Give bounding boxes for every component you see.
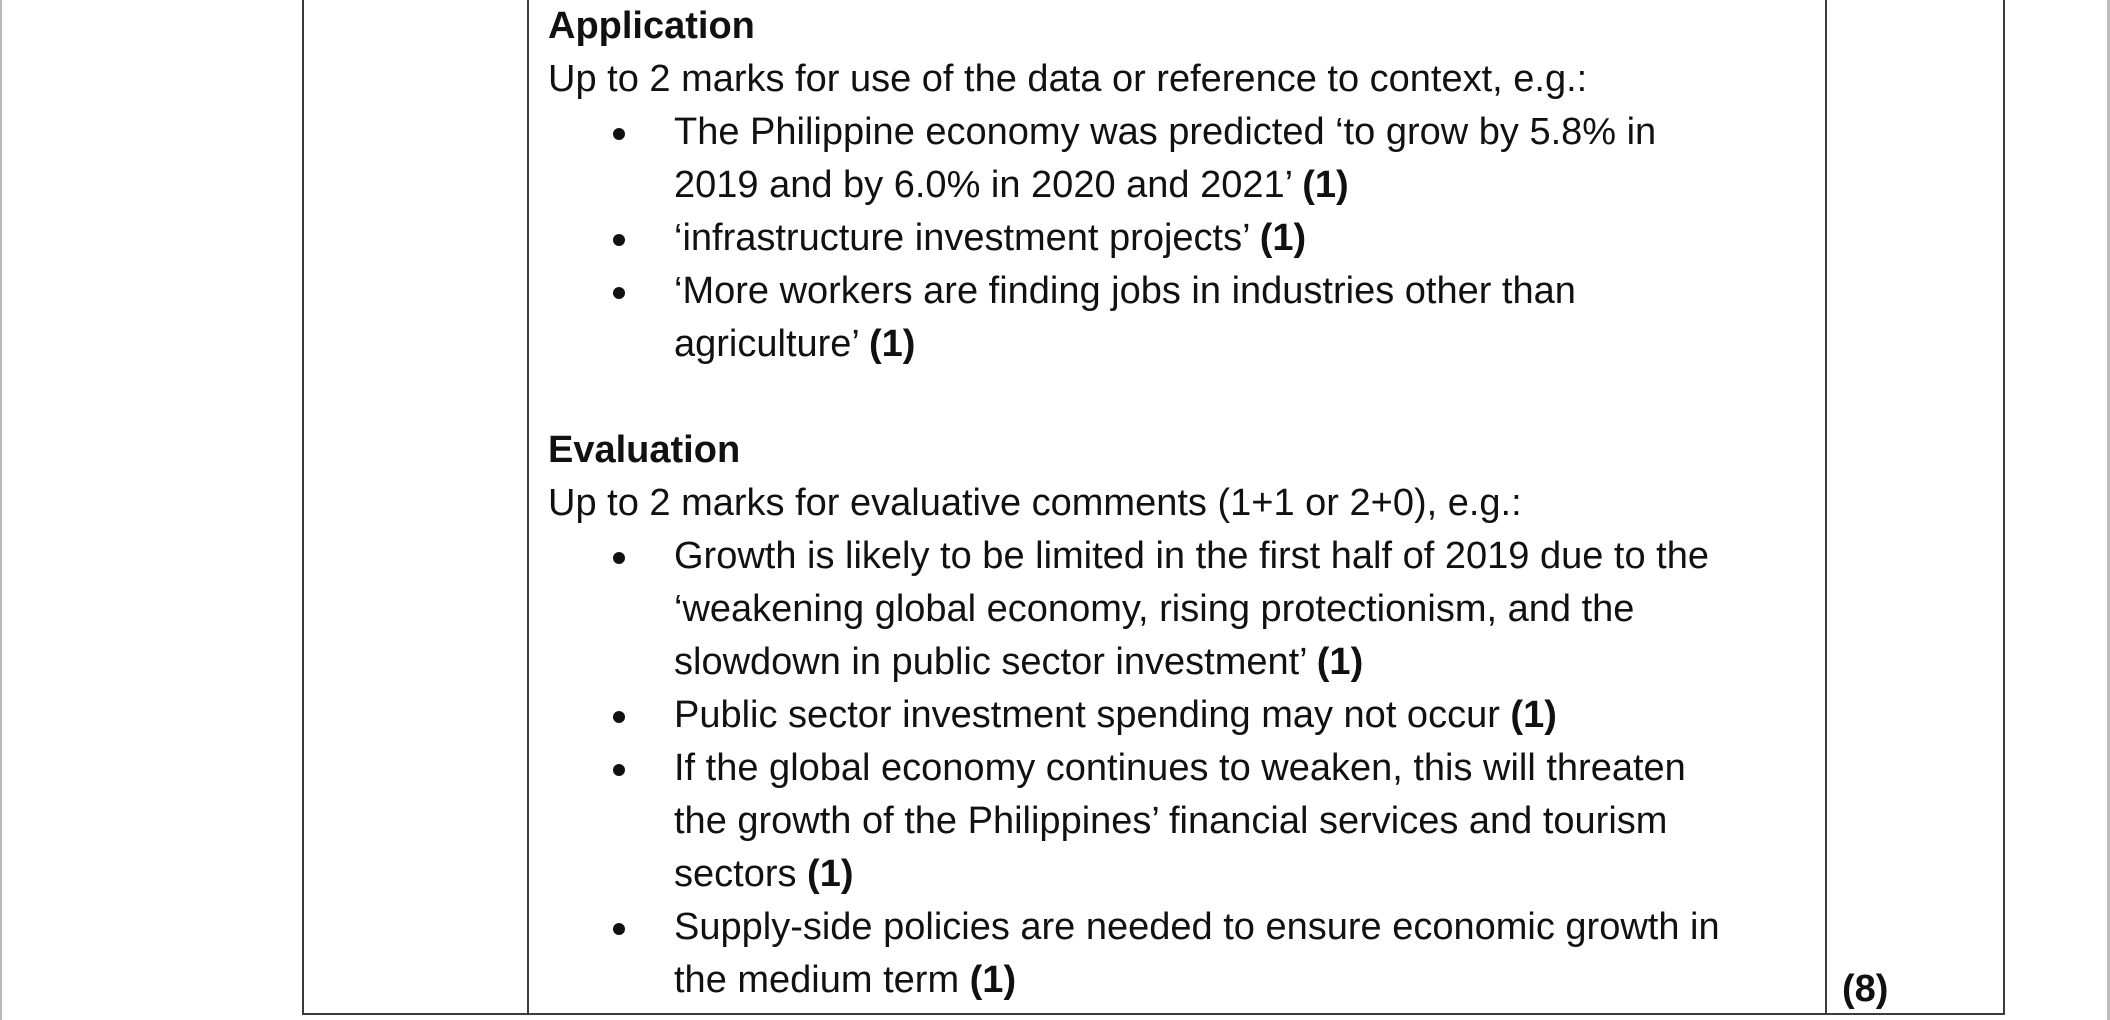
total-marks: (8) [1842, 968, 1889, 1010]
list-item-text: the medium term [674, 959, 960, 1001]
mark-badge: (1) [1316, 641, 1364, 683]
bullet-icon [613, 128, 625, 140]
list-item-text: ‘infrastructure investment projects’ [674, 217, 1250, 259]
table-column-divider [1825, 0, 1827, 1015]
bullet-icon [613, 764, 625, 776]
table-bottom-border [302, 1013, 2005, 1015]
mark-scheme-cell [548, 0, 1818, 1007]
bullet-icon [613, 711, 625, 723]
mark-badge: (1) [969, 959, 1017, 1001]
list-item [548, 742, 1818, 901]
list-item-text: the growth of the Philippines’ financial services and tourism [674, 800, 1668, 842]
mark-badge: (1) [1302, 164, 1349, 206]
list-item [548, 212, 1818, 265]
list-item-text: The Philippine economy was predicted ‘to grow by 5.8% in [674, 111, 1657, 153]
list-item-text: If the global economy continues to weaken, this will threaten [674, 747, 1686, 789]
mark-badge: (1) [1510, 694, 1557, 736]
bullet-icon [613, 552, 625, 564]
bullet-icon [613, 234, 625, 246]
list-item-text: ‘More workers are finding jobs in industries other than [674, 270, 1576, 312]
list-item-text: Growth is likely to be limited in the first half of 2019 due to the [674, 535, 1709, 577]
page-left-border [0, 0, 2, 1020]
section-spacer [548, 371, 1818, 424]
list-item-text: slowdown in public sector investment’ [674, 641, 1307, 683]
list-item-text: sectors [674, 853, 797, 895]
list-item [548, 901, 1818, 1007]
application-list [548, 106, 1818, 371]
evaluation-heading: Evaluation [548, 429, 741, 471]
list-item [548, 265, 1818, 371]
application-heading: Application [548, 5, 755, 47]
list-item-text: Public sector investment spending may not occur [674, 694, 1500, 736]
list-item-text: ‘weakening global economy, rising protectionism, and the [674, 588, 1635, 630]
mark-badge: (1) [1259, 217, 1307, 259]
application-intro: Up to 2 marks for use of the data or reference to context, e.g.: [548, 58, 1588, 100]
bullet-icon [613, 287, 625, 299]
evaluation-intro: Up to 2 marks for evaluative comments (1+1 or 2+0), e.g.: [548, 482, 1522, 524]
table-column-divider [527, 0, 529, 1015]
mark-badge: (1) [869, 323, 916, 365]
list-item-text: agriculture’ [674, 323, 859, 365]
table-column-divider [302, 0, 304, 1015]
list-item [548, 530, 1818, 689]
bullet-icon [613, 923, 625, 935]
list-item [548, 106, 1818, 212]
evaluation-list [548, 530, 1818, 1007]
list-item-text: Supply-side policies are needed to ensure economic growth in [674, 906, 1720, 948]
list-item [548, 689, 1818, 742]
table-column-divider [2003, 0, 2005, 1015]
mark-badge: (1) [807, 853, 854, 895]
list-item-text: 2019 and by 6.0% in 2020 and 2021’ [674, 164, 1292, 206]
